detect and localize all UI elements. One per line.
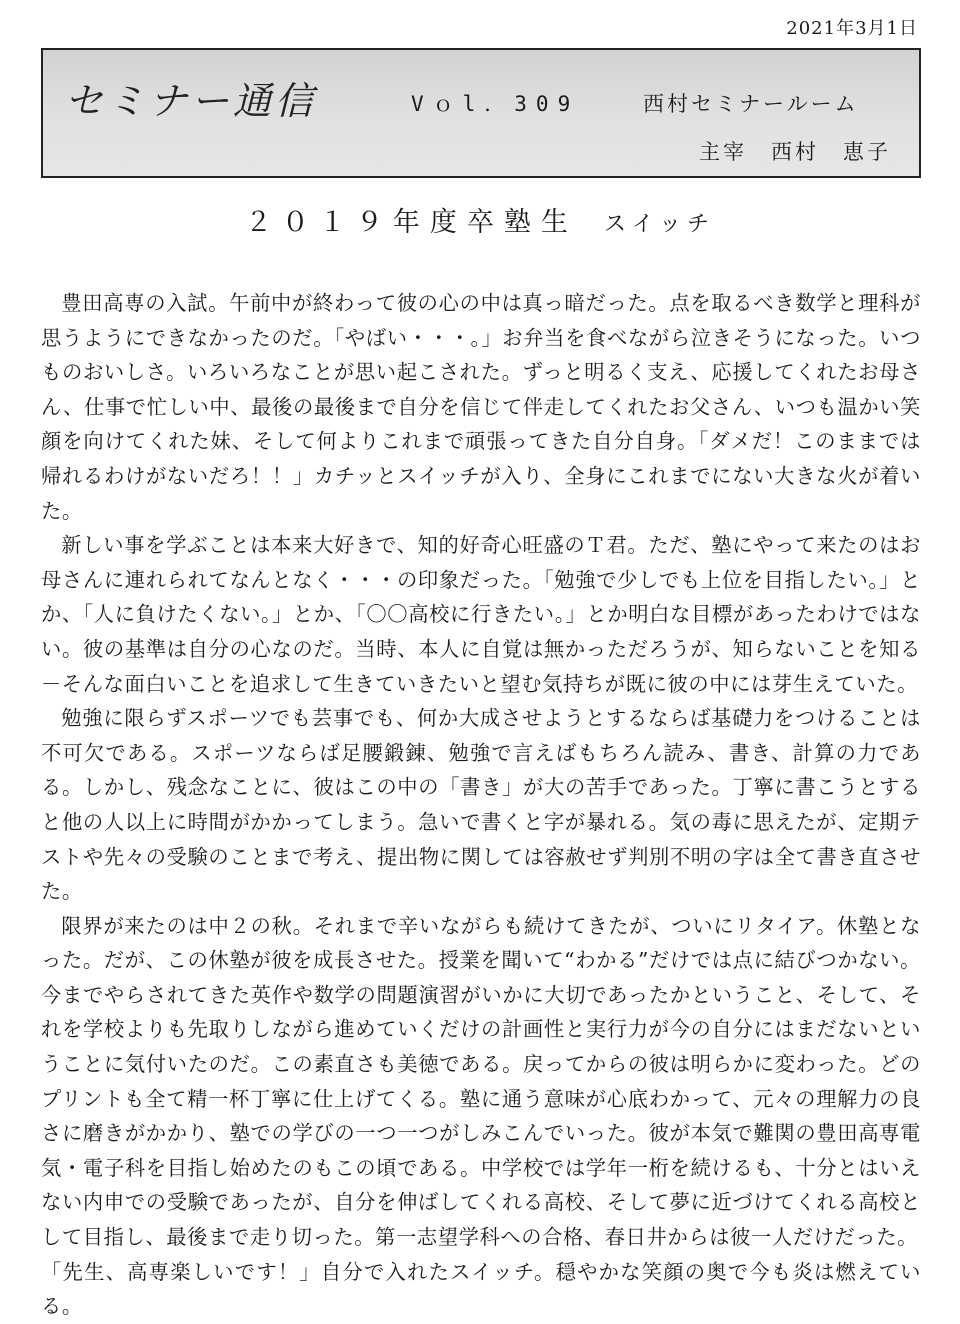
article-heading (0, 200, 960, 239)
host-name: 主宰 西村 恵子 (699, 140, 891, 164)
article-body (41, 286, 921, 1324)
article-paragraph: 豊田高専の入試。午前中が終わって彼の心の中は真っ暗だった。点を取るべき数学と理科が思うようにできなかったのだ。「やばい・・・。」お弁当を食べながら泣きそうになった。いつものおいしさ。いろいろなことが思い起こされた。ずっと明るく支え、応援してくれたお母さん、仕事で忙しい中、最後の最後まで自分を信じて伴走してくれたお父さん、いつも温かい笑顔を向けてくれた妹、そして何よりこれまで頑張ってきた自分自身。「ダメだ！このままでは帰れるわけがないだろ！！」カチッとスイッチが入り、全身にこれまでにない大きな火が着いた。 (41, 291, 921, 523)
newsletter-title: セミナー通信 (65, 79, 318, 123)
newsletter-header (41, 48, 921, 178)
volume-number: Vｏl．309 (411, 92, 580, 116)
article-paragraph: 限界が来たのは中２の秋。それまで辛いながらも続けてきたが、ついにリタイア。休塾となった。だが、この休塾が彼を成長させた。授業を聞いて“わかる”だけでは点に結びつかない。今までやらされてきた英作や数学の問題演習がいかに大切であったかということ、そして、それを学校よりも先取りしながら進めていくだけの計画性と実行力が今の自分にはまだないということに気付いたのだ。この素直さも美徳である。戻ってからの彼は明らかに変わった。どのプリントも全て精一杯丁寧に仕上げてくる。塾に通う意味が心底わかって、元々の理解力の良さに磨きがかかり、塾での学びの一つ一つがしみこんでいった。彼が本気で難関の豊田高専電気・電子科を目指し始めたのもこの頃である。中学校では学年一桁を続けるも、十分とはいえない内申での受験であったが、自分を伸ばしてくれる高校、そして夢に近づけてくれる高校として目指し、最後まで走り切った。第一志望学科への合格、春日井からは彼一人だけだった。 (41, 913, 921, 1250)
article-heading-sub: スイッチ (603, 212, 716, 237)
issue-date: 2021年3月1日 (786, 18, 918, 39)
article-heading-main: ２０１９年度卒塾生 (244, 207, 578, 238)
article-paragraph-closing: 「先生、高専楽しいです！」自分で入れたスイッチ。穏やかな笑顔の奥で今も炎は燃えている。 (41, 1259, 921, 1319)
article-paragraph: 新しい事を学ぶことは本来大好きで、知的好奇心旺盛のＴ君。ただ、塾にやって来たのはお母さんに連れられてなんとなく・・・の印象だった。「勉強で少しでも上位を目指したい。」とか、「人に負けたくない。」とか、「〇〇高校に行きたい。」とか明白な目標があったわけではない。彼の基準は自分の心なのだ。当時、本人に自覚は無かっただろうが、知らないことを知る－そんな面白いことを追求して生きていきたいと望む気持ちが既に彼の中には芽生えていた。 (41, 533, 921, 696)
organization-name: 西村セミナールーム (643, 92, 859, 116)
article-paragraph: 勉強に限らずスポーツでも芸事でも、何か大成させようとするならば基礎力をつけることは不可欠である。スポーツならば足腰鍛錬、勉強で言えばもちろん読み、書き、計算の力である。しかし、残念なことに、彼はこの中の「書き」が大の苦手であった。丁寧に書こうとすると他の人以上に時間がかかってしまう。急いで書くと字が暴れる。気の毒に思えたが、定期テストや先々の受験のことまで考え、提出物に関しては容赦せず判別不明の字は全て書き直させた。 (41, 706, 921, 904)
